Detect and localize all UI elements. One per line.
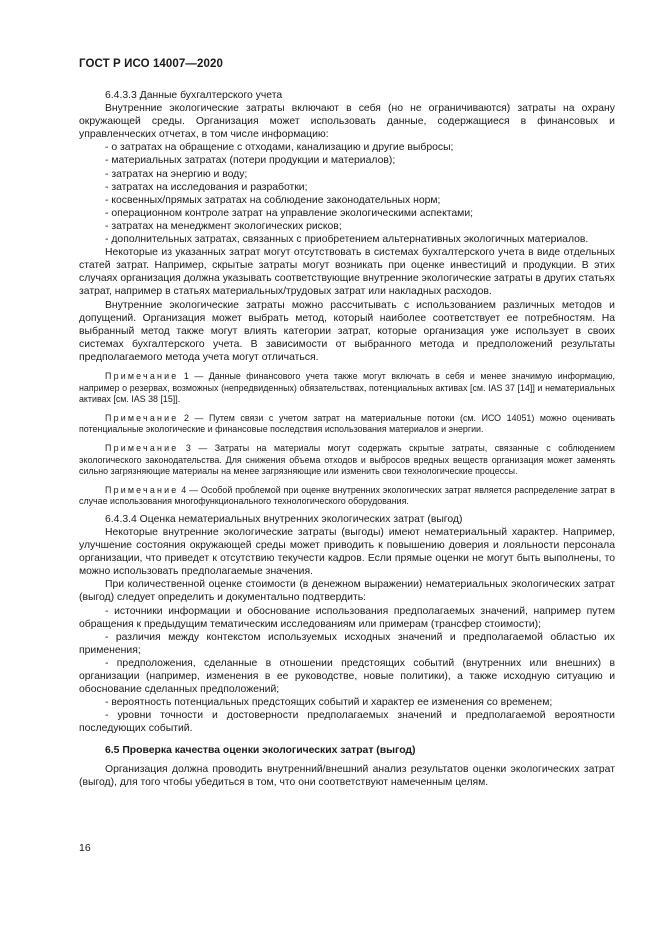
note-1: Примечание 1 — Данные финансового учета также могут включать в себя и менее значимую информацию, например о резервах, возможных (непредвиденных) обязательствах, потенциальных активах [см. IAS 37 [14]] и нематериальных активах [см. IAS 38 [15]]. <box>79 370 615 405</box>
list-item: - уровни точности и достоверности предполагаемых значений и предполагаемой вероятности последующих событий. <box>79 710 615 735</box>
page-body <box>79 89 615 789</box>
section-6433-heading: 6.4.3.3 Данные бухгалтерского учета <box>105 90 283 101</box>
note-4: Примечание 4 — Особой проблемой при оценке внутренних экологических затрат является распределение затрат в случае использования многофункционального технологического оборудования. <box>79 484 616 507</box>
note-3: Примечание 3 — Затраты на материалы могут содержать скрытые затраты, связанные с соблюдением экологического законодательства. Для снижения объема отходов и выбросов вредных веществ организация может заменять сильно загрязняющие материалы на менее загрязняющие или изменить свои технологические процессы. <box>79 442 616 477</box>
list-item: - косвенных/прямых затратах на соблюдение законодательных норм; <box>105 194 441 206</box>
section-6433-paragraph-2: Некоторые из указанных затрат могут отсутствовать в системах бухгалтерского учета в виде отдельных статей затрат. Например, скрытые затраты могут возникать при оценке инвестиций и продукции. В этих случаях организация должна указывать соответствующие внутренние экологические затраты в других статьях затрат, например в статьях материальных/трудовых затрат или накладных расходов. <box>79 247 615 298</box>
section-6434-heading: 6.4.3.4 Оценка нематериальных внутренних экологических затрат (выгод) <box>105 513 463 525</box>
section-6433-paragraph-3: Внутренние экологические затраты можно рассчитывать с использованием различных методов и допущений. Организация может выбрать метод, который наиболее соответствует ее потребностям. На выбранный метод также могут влиять категории затрат, которые организация уже использует в своих системах бухгалтерского учета. В зависимости от выбранного метода и предположений результаты предполагаемого метода учета могут отличаться. <box>79 299 615 363</box>
note-2: Примечание 2 — Путем связи с учетом затрат на материальные потоки (см. ИСО 14051) можно оценивать потенциальные экологические и финансовые последствия использования материалов и энергии. <box>79 412 615 435</box>
section-6434-paragraph-2: При количественной оценке стоимости (в денежном выражении) нематериальных экологических затрат (выгод) следует определить и документально подтвердить: <box>79 579 615 604</box>
list-item: - затратах на энергию и воду; <box>105 168 248 180</box>
list-item: - источники информации и обоснование использования предполагаемых значений, например путем обращения к предыдущим тематическим исследованиям или примерам (трансфер стоимости); <box>79 605 615 630</box>
section-65-paragraph: Организация должна проводить внутренний/внешний анализ результатов оценки экологических затрат (выгод), для того чтобы убедиться в том, что они соответствуют намеченным целям. <box>79 763 615 788</box>
section-6434-paragraph-1: Некоторые внутренние экологические затраты (выгоды) имеют нематериальный характер. Например, улучшение состояния окружающей среды может приводить к повышению доверия и лояльности персонала организации, что приведет к отсутствию текучести кадров. Если прямые оценки не могут быть выполнены, то можно использовать предполагаемые значения. <box>79 527 615 578</box>
standard-header: ГОСТ Р ИСО 14007—2020 <box>79 58 224 70</box>
list-item: - операционном контроле затрат на управление экологическими аспектами; <box>105 207 474 219</box>
list-item: - вероятность потенциальных предстоящих событий и характер ее изменения со временем; <box>105 697 553 709</box>
list-item: - различия между контекстом используемых исходных значений и предполагаемой областью их применения; <box>79 631 615 656</box>
list-item: - затратах на менеджмент экологических рисков; <box>105 220 342 232</box>
list-item: - затратах на исследования и разработки; <box>105 181 308 193</box>
list-item: - о затратах на обращение с отходами, канализацию и другие выбросы; <box>105 142 454 154</box>
list-item: - дополнительных затратах, связанных с приобретением альтернативных экологичных материалов. <box>105 234 589 246</box>
section-65-heading: 6.5 Проверка качества оценки экологических затрат (выгод) <box>105 744 416 756</box>
page-number: 16 <box>79 842 91 854</box>
list-item: - предположения, сделанные в отношении предстоящих событий (внутренних или внешних) в организации (например, изменения в ее руководстве, новые политики), а также исходную ситуацию и обоснование сделанных предположений; <box>79 657 615 696</box>
section-6433-intro: Внутренние экологические затраты включают в себя (но не ограничиваются) затраты на охрану окружающей среды. Организация может использовать данные, содержащиеся в финансовых и управленческих отчетах, в том числе информацию: <box>79 103 615 141</box>
list-item: - материальных затратах (потери продукции и материалов); <box>105 155 396 167</box>
